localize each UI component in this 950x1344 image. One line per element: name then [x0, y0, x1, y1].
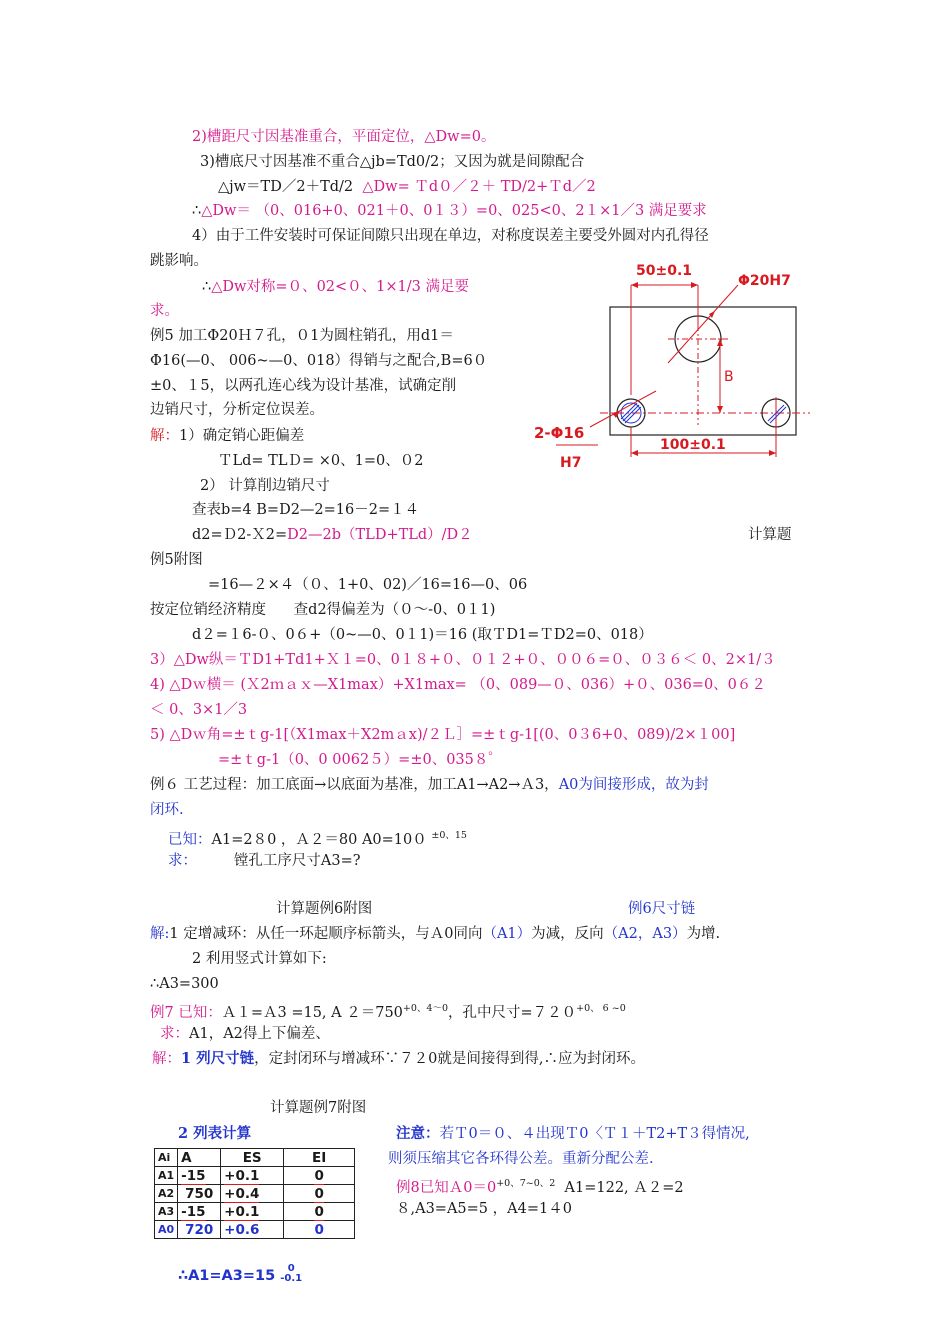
line-18: 例5附图 [150, 552, 203, 568]
line-36: 求：A1，A2得上下偏差、 [160, 1026, 330, 1042]
line-10: Φ16(—0、 006~—0、018）得销与之配合,B=6０ [150, 353, 488, 369]
line-42: 例8已知$A0=0^{+0、7\sim 0、2}$ A1=122, Ａ２=2 [396, 1178, 684, 1196]
bottom-dim-label: 100±0.1 [660, 437, 726, 453]
line-25: 5) △Dｗ角=±ｔg-1[（X1max＋X2mａx)/２Ｌ］=±ｔg-1[(0、0３6+0、089)/2×１00] [150, 727, 736, 743]
arrow-icon [631, 282, 638, 288]
line-3: △jw＝TD／2＋Td/2 △Dw= Ｔd０／２＋ TD/2+Ｔd／2 [218, 179, 596, 195]
line-7: ∴△Dw对称=０、02<０、1×1/3 满足要 [202, 279, 469, 295]
table-cell: A1 [155, 1167, 178, 1185]
hole-label: Φ20H7 [738, 273, 791, 289]
line-28: 闭环. [150, 802, 184, 818]
line-37: 解：1 列尺寸链，定封闭环与增减环∵７２0就是间接得到得,∴应为封闭环。 [152, 1050, 645, 1067]
top-dim-label: 50±0.1 [636, 263, 693, 279]
line-41: 则须压缩其它各环得公差。重新分配公差. [388, 1151, 654, 1167]
line-15: 2） 计算削边销尺寸 [200, 478, 330, 494]
line-2: 3)槽底尺寸因基准不重合△jb=Td0/2；又因为就是间隙配合 [200, 154, 585, 170]
table-cell: A0 [155, 1221, 178, 1239]
arrow-icon [717, 406, 723, 413]
table-cell: 0 [284, 1185, 355, 1203]
line-14: ＴLd= TLＤ= ×0、1=0、０2 [218, 453, 424, 469]
line-26: =±ｔg-1（0、0 0062５）=±0、035８゜ [218, 752, 503, 768]
table-cell: +0.1 [221, 1203, 284, 1221]
table-cell: A3 [155, 1203, 178, 1221]
arrow-icon [612, 411, 620, 418]
b-label: B [724, 369, 734, 385]
table-cell: 0 [284, 1203, 355, 1221]
line-6: 跳影响。 [150, 253, 208, 269]
arrow-icon [691, 282, 698, 288]
line-23: 4) △Dｗ横＝ (Ｘ2ｍａｘ—X1max）+X1max= （0、089—０、036）+０、036=0、0６２ [150, 677, 766, 693]
table-header-cell: ES [221, 1149, 284, 1167]
caption-fig7: 计算题例7附图 [270, 1100, 367, 1116]
table-cell: -15 [178, 1203, 221, 1221]
line-34: ∴A3=300 [150, 976, 219, 992]
table-header-cell: A [178, 1149, 221, 1167]
result-a1-a3: ∴A1=A3=15 0 -0.1 [178, 1263, 303, 1284]
line-16: 查表b=4 B=D2—2=16－2=１４ [192, 502, 420, 518]
plate-outline [610, 307, 796, 435]
pin-label-2: H7 [560, 455, 582, 471]
hatch [770, 407, 786, 423]
line-11: ±0、１5，以两孔连心线为设计基准，试确定削 [150, 378, 457, 394]
table-header-cell: Ai [155, 1149, 178, 1167]
arrow-icon [631, 450, 638, 456]
line-27: 例６ 工艺过程：加工底面→以底面为基准，加工A1→A2→Ａ3，A0为间接形成，故为封 [150, 777, 709, 793]
caption-fig6: 计算题例6附图 [276, 901, 373, 917]
table-cell: 0 [284, 1221, 355, 1239]
line-33: 2 利用竖式计算如下: [192, 951, 327, 967]
table-row [155, 1203, 355, 1221]
dimension-table [154, 1148, 355, 1239]
line-5: 4）由于工件安装时可保证间隙只出现在单边，对称度误差主要受外圆对内孔得径 [192, 228, 709, 244]
line-43: ８,A3=A5=5 ，A4=1４0 [396, 1201, 572, 1217]
caption-chain6: 例6尺寸链 [628, 901, 696, 917]
line-24: ＜ 0、3×1／3 [150, 702, 248, 718]
table-row [155, 1185, 355, 1203]
line-4: ∴△Dw＝ （0、016+0、021＋0、0１３）=0、025<0、2１×1／3 满足要求 [192, 203, 707, 219]
line-13: 解：1）确定销心距偏差 [150, 428, 305, 444]
example5-figure [528, 255, 828, 480]
leader-hole [668, 285, 738, 363]
line-29: 已知：A1=2８0 ，Ａ２＝80 A0=10０ $^{\pm 0、15}$ [168, 830, 467, 848]
line-32: 解:1 定增减环：从任一环起顺序标箭头，与Ａ0同向（A1）为减，反向（A2，A3）为增. [150, 926, 721, 942]
heading-list-calc: 2 列表计算 [178, 1125, 252, 1142]
table-cell: 750 [178, 1185, 221, 1203]
line-19: =16—２×４（０、1+0、02)／16=16—0、06 [208, 577, 528, 593]
line-20: 按定位销经济精度 查d2得偏差为（０～-0、0１1) [150, 602, 496, 618]
arrow-icon [769, 450, 776, 456]
hatch [625, 407, 641, 423]
table-row [155, 1167, 355, 1185]
line-1: 2)槽距尺寸因基准重合，平面定位，△Dw=0。 [192, 129, 496, 145]
leader-pin [590, 391, 656, 427]
table-header-cell: EI [284, 1149, 355, 1167]
line-9: 例5 加工Φ20Ｈ７孔，０1为圆柱销孔，用d1＝ [150, 328, 454, 344]
table-cell: +0.4 [221, 1185, 284, 1203]
line-17: d2=Ｄ2-Ｘ2=D2—2b（TLD+TLd）/D２ [192, 527, 473, 543]
table-row [155, 1221, 355, 1239]
table-cell: +0.1 [221, 1167, 284, 1185]
line-35: 例7 已知：Ａ１=Ａ3 =15, A $2=750^{+0、4\sim 0}$，孔中尺寸$=720^{+0、 6 \sim 0}$ [150, 1003, 626, 1021]
line-30: 求： 镗孔工序尺寸A3=? [168, 853, 361, 869]
table-cell: -15 [178, 1167, 221, 1185]
table-cell: A2 [155, 1185, 178, 1203]
table-cell: +0.6 [221, 1221, 284, 1239]
line-21: d２=１6-０、0６+（0~—0、0１1)＝16 (取ＴD1=ＴD2=0、018） [192, 627, 653, 643]
line-40: 注意：若Ｔ0＝０、４出现Ｔ0〈Ｔ１＋T2+T３得情况, [396, 1125, 750, 1142]
line-8: 求。 [150, 303, 179, 319]
table-cell: 720 [178, 1221, 221, 1239]
caption-calc: 计算题 [748, 527, 792, 543]
table-header [155, 1149, 355, 1167]
pin-label: 2-Φ16 [534, 424, 585, 442]
line-12: 边销尺寸，分析定位误差。 [150, 402, 324, 418]
arrow-icon [717, 339, 723, 346]
line-22: 3）△Dw纵＝ＴD1+Td1+Ｘ１=0、0１８+０、０１２+０、００６=０、０３６＜ 0、2×1/３ [150, 652, 776, 668]
table-cell: 0 [284, 1167, 355, 1185]
